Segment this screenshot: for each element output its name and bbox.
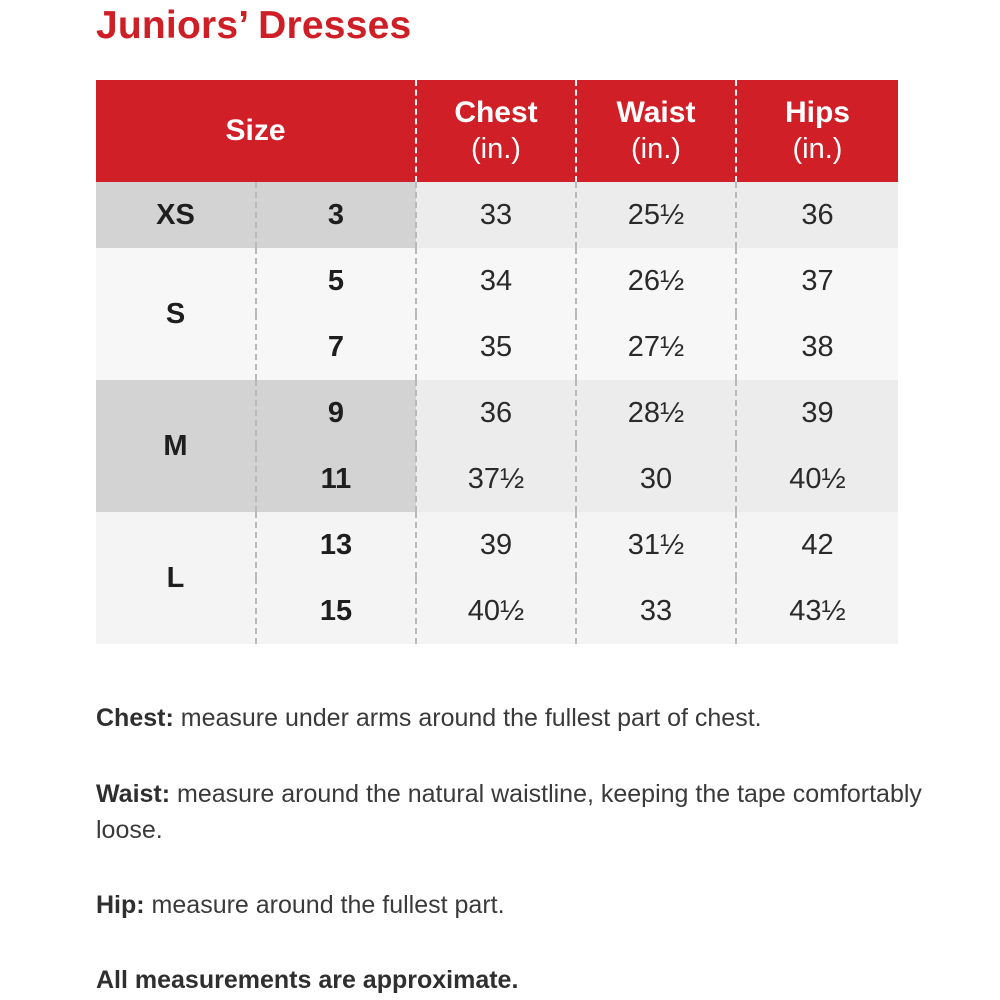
size-number-cell: 3 (256, 182, 416, 248)
note-approximate: All measurements are approximate. (96, 966, 519, 994)
size-chart-table (96, 80, 898, 644)
note-hip (96, 887, 505, 923)
waist-cell: 31½ (576, 512, 736, 578)
waist-cell: 25½ (576, 182, 736, 248)
header-chest-label: Chest (454, 96, 538, 129)
waist-cell: 33 (576, 578, 736, 644)
header-hips-label: Hips (784, 96, 850, 129)
size-number-cell: 5 (256, 248, 416, 314)
header-size: Size (96, 80, 416, 182)
chest-cell: 40½ (416, 578, 576, 644)
size-number-cell: 11 (256, 446, 416, 512)
waist-cell: 30 (576, 446, 736, 512)
hips-cell: 38 (736, 314, 898, 380)
header-chest-unit: (in.) (471, 133, 521, 165)
hips-cell: 39 (736, 380, 898, 446)
waist-cell: 27½ (576, 314, 736, 380)
size-number-cell: 13 (256, 512, 416, 578)
note-waist (96, 776, 926, 848)
size-number-cell: 15 (256, 578, 416, 644)
size-number-cell: 7 (256, 314, 416, 380)
table-header-row (96, 80, 898, 182)
table-row (96, 182, 898, 248)
table-row (96, 248, 898, 314)
chest-cell: 33 (416, 182, 576, 248)
chest-cell: 39 (416, 512, 576, 578)
page-title: Juniors’ Dresses (96, 4, 412, 47)
note-chest (96, 700, 762, 736)
header-waist-unit: (in.) (631, 133, 681, 165)
table-row (96, 380, 898, 446)
chest-cell: 35 (416, 314, 576, 380)
waist-cell: 26½ (576, 248, 736, 314)
size-number-cell: 9 (256, 380, 416, 446)
header-hips-unit: (in.) (792, 133, 843, 165)
chest-cell: 34 (416, 248, 576, 314)
note-hip-term: Hip: (96, 891, 145, 919)
hips-cell: 36 (736, 182, 898, 248)
hips-cell: 37 (736, 248, 898, 314)
note-waist-text: measure around the natural waistline, keeping the tape comfortably loose. (96, 780, 922, 844)
table-row (96, 512, 898, 578)
note-chest-text: measure under arms around the fullest part of chest. (173, 704, 762, 732)
size-letter-cell: S (96, 248, 256, 380)
note-hip-text: measure around the fullest part. (144, 891, 505, 919)
size-letter-cell: L (96, 512, 256, 644)
header-waist-label: Waist (616, 96, 696, 129)
hips-cell: 42 (736, 512, 898, 578)
header-chest (416, 80, 576, 182)
size-letter-cell: XS (96, 182, 256, 248)
header-hips (736, 80, 898, 182)
note-chest-term: Chest: (96, 704, 174, 732)
note-waist-term: Waist: (96, 780, 171, 808)
size-letter-cell: M (96, 380, 256, 512)
waist-cell: 28½ (576, 380, 736, 446)
chest-cell: 37½ (416, 446, 576, 512)
chest-cell: 36 (416, 380, 576, 446)
header-waist (576, 80, 736, 182)
hips-cell: 43½ (736, 578, 898, 644)
hips-cell: 40½ (736, 446, 898, 512)
